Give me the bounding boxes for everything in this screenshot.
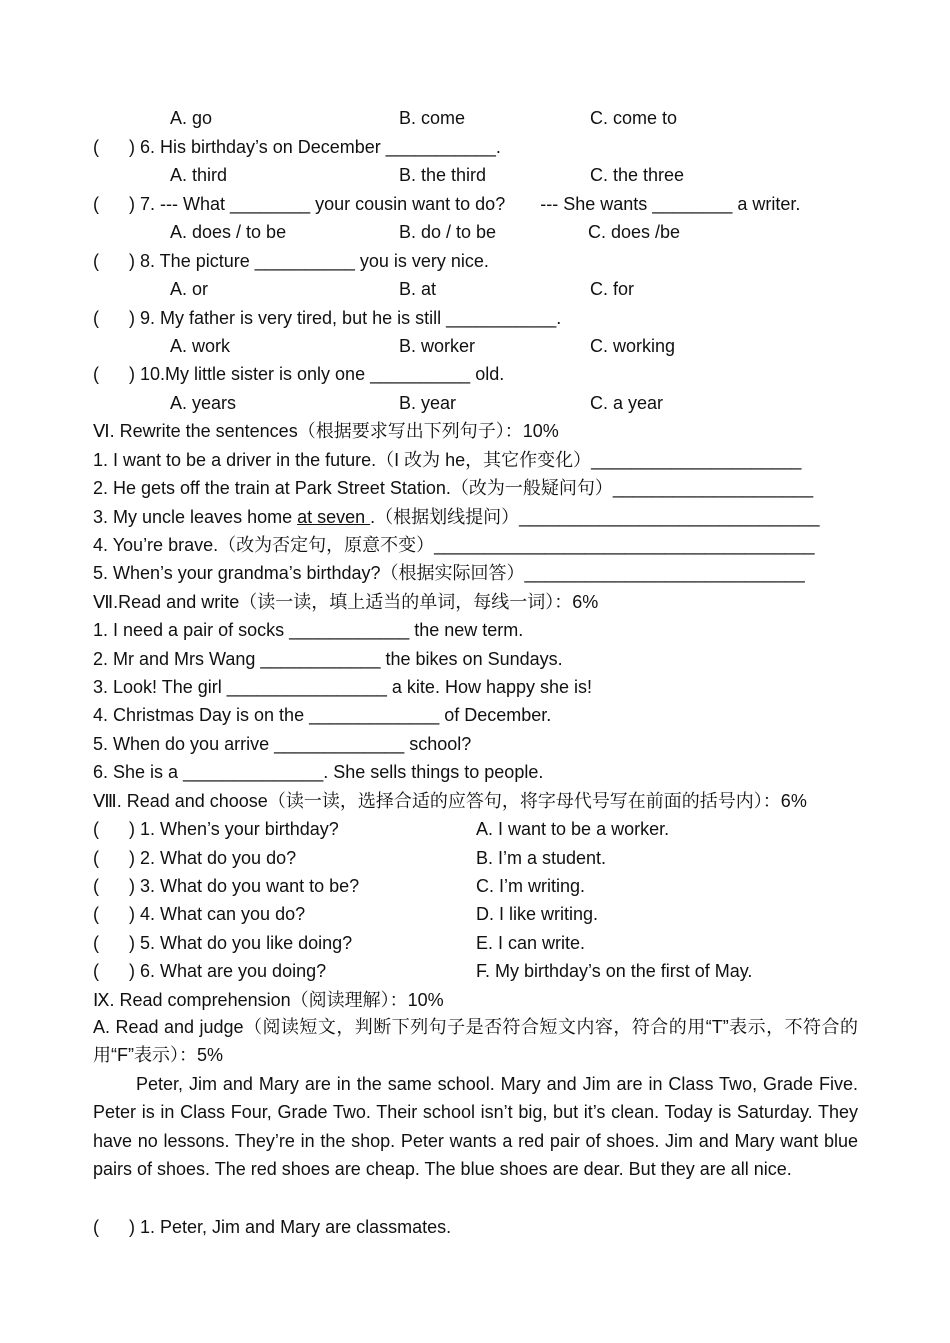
section7-title: Ⅶ.Read and write（读一读，填上适当的单词，每线一词）：6%: [93, 592, 599, 612]
section6-item-3: [93, 506, 819, 528]
section7-item-5: 5. When do you arrive _____________ school?: [93, 734, 472, 754]
section6-item-3-rest: .（根据划线提问）______________________________: [370, 507, 820, 527]
q6-option-a: A. third: [170, 165, 228, 185]
section6-item-4: 4. You’re brave.（改为否定句，原意不变）______________________________________: [93, 535, 815, 555]
q10-option-a: A. years: [170, 393, 237, 413]
q8-option-a: A. or: [170, 279, 209, 299]
q6-stem: ( ) 6. His birthday’s on December ___________.: [93, 137, 501, 157]
section6-item-2: 2. He gets off the train at Park Street Station.（改为一般疑问句）____________________: [93, 478, 814, 498]
section6-item-5: 5. When’s your grandma’s birthday?（根据实际回答）____________________________: [93, 563, 805, 583]
q10-stem: ( ) 10.My little sister is only one __________ old.: [93, 364, 505, 384]
q9-stem: ( ) 9. My father is very tired, but he is still ___________.: [93, 308, 562, 328]
q8-option-b: B. at: [399, 279, 437, 299]
q7-option-a: A. does / to be: [170, 222, 287, 242]
section8-answer-c: C. I’m writing.: [476, 876, 586, 896]
section7-item-1: 1. I need a pair of socks ____________ the new term.: [93, 620, 524, 640]
section8-title: Ⅷ. Read and choose（读一读，选择合适的应答句，将字母代号写在前面的括号内）：6%: [93, 791, 807, 811]
section8-question-4: ( ) 4. What can you do?: [93, 904, 306, 924]
section6-item-3-underlined: at seven: [297, 507, 371, 527]
q8-stem: ( ) 8. The picture __________ you is very nice.: [93, 251, 489, 271]
section6-item-1: 1. I want to be a driver in the future.（I 改为 he，其它作变化）_____________________: [93, 450, 802, 470]
section7-item-4: 4. Christmas Day is on the _____________ of December.: [93, 705, 552, 725]
section9-title: Ⅸ. Read comprehension（阅读理解）：10%: [93, 990, 444, 1010]
q9-option-b: B. worker: [399, 336, 476, 356]
judge-statement-1: ( ) 1. Peter, Jim and Mary are classmates.: [93, 1217, 452, 1237]
q6-option-c: C. the three: [590, 165, 685, 185]
q6-option-b: B. the third: [399, 165, 487, 185]
reading-passage: Peter, Jim and Mary are in the same school. Mary and Jim are in Class Two, Grade Five. Peter is in Class Four, Grade Two. Their school isn’t big, but it’s clean. Today is Saturday. They have no lessons. They’re in the shop. Peter wants a red pair of shoes. Jim and Mary want blue pairs of shoes. The red shoes are cheap. The blue shoes are dear. But they are all nice.: [93, 1074, 858, 1180]
section7-item-2: 2. Mr and Mrs Wang ____________ the bikes on Sundays.: [93, 649, 563, 669]
section8-question-1: ( ) 1. When’s your birthday?: [93, 819, 339, 839]
section7-item-3: 3. Look! The girl ________________ a kite. How happy she is!: [93, 677, 593, 697]
section8-question-5: ( ) 5. What do you like doing?: [93, 933, 353, 953]
q5-option-b: B. come: [399, 108, 466, 128]
section8-question-2: ( ) 2. What do you do?: [93, 848, 297, 868]
section8-question-3: ( ) 3. What do you want to be?: [93, 876, 360, 896]
section8-answer-b: B. I’m a student.: [476, 848, 607, 868]
q7-option-b: B. do / to be: [399, 222, 497, 242]
section6-title: Ⅵ. Rewrite the sentences（根据要求写出下列句子）：10%: [93, 421, 559, 441]
section8-answer-f: F. My birthday’s on the first of May.: [476, 961, 753, 981]
q9-option-c: C. working: [590, 336, 676, 356]
section8-answer-d: D. I like writing.: [476, 904, 599, 924]
section8-question-6: ( ) 6. What are you doing?: [93, 961, 327, 981]
section9-part-a-instructions: A. Read and judge（阅读短文，判断下列句子是否符合短文内容，符合的用“T”表示，不符合的用“F”表示）：5%: [93, 1017, 858, 1066]
q10-option-b: B. year: [399, 393, 457, 413]
q9-option-a: A. work: [170, 336, 231, 356]
q8-option-c: C. for: [590, 279, 635, 299]
section7-item-6: 6. She is a ______________. She sells things to people.: [93, 762, 544, 782]
q5-option-a: A. go: [170, 108, 213, 128]
section6-item-3-lead: 3. My uncle leaves home: [93, 507, 298, 527]
q10-option-c: C. a year: [590, 393, 664, 413]
q5-option-c: C. come to: [590, 108, 678, 128]
section8-answer-a: A. I want to be a worker.: [476, 819, 670, 839]
q7-option-c: C. does /be: [588, 222, 681, 242]
section8-answer-e: E. I can write.: [476, 933, 586, 953]
q7-stem: ( ) 7. --- What ________ your cousin want to do? --- She wants ________ a writer.: [93, 194, 801, 214]
